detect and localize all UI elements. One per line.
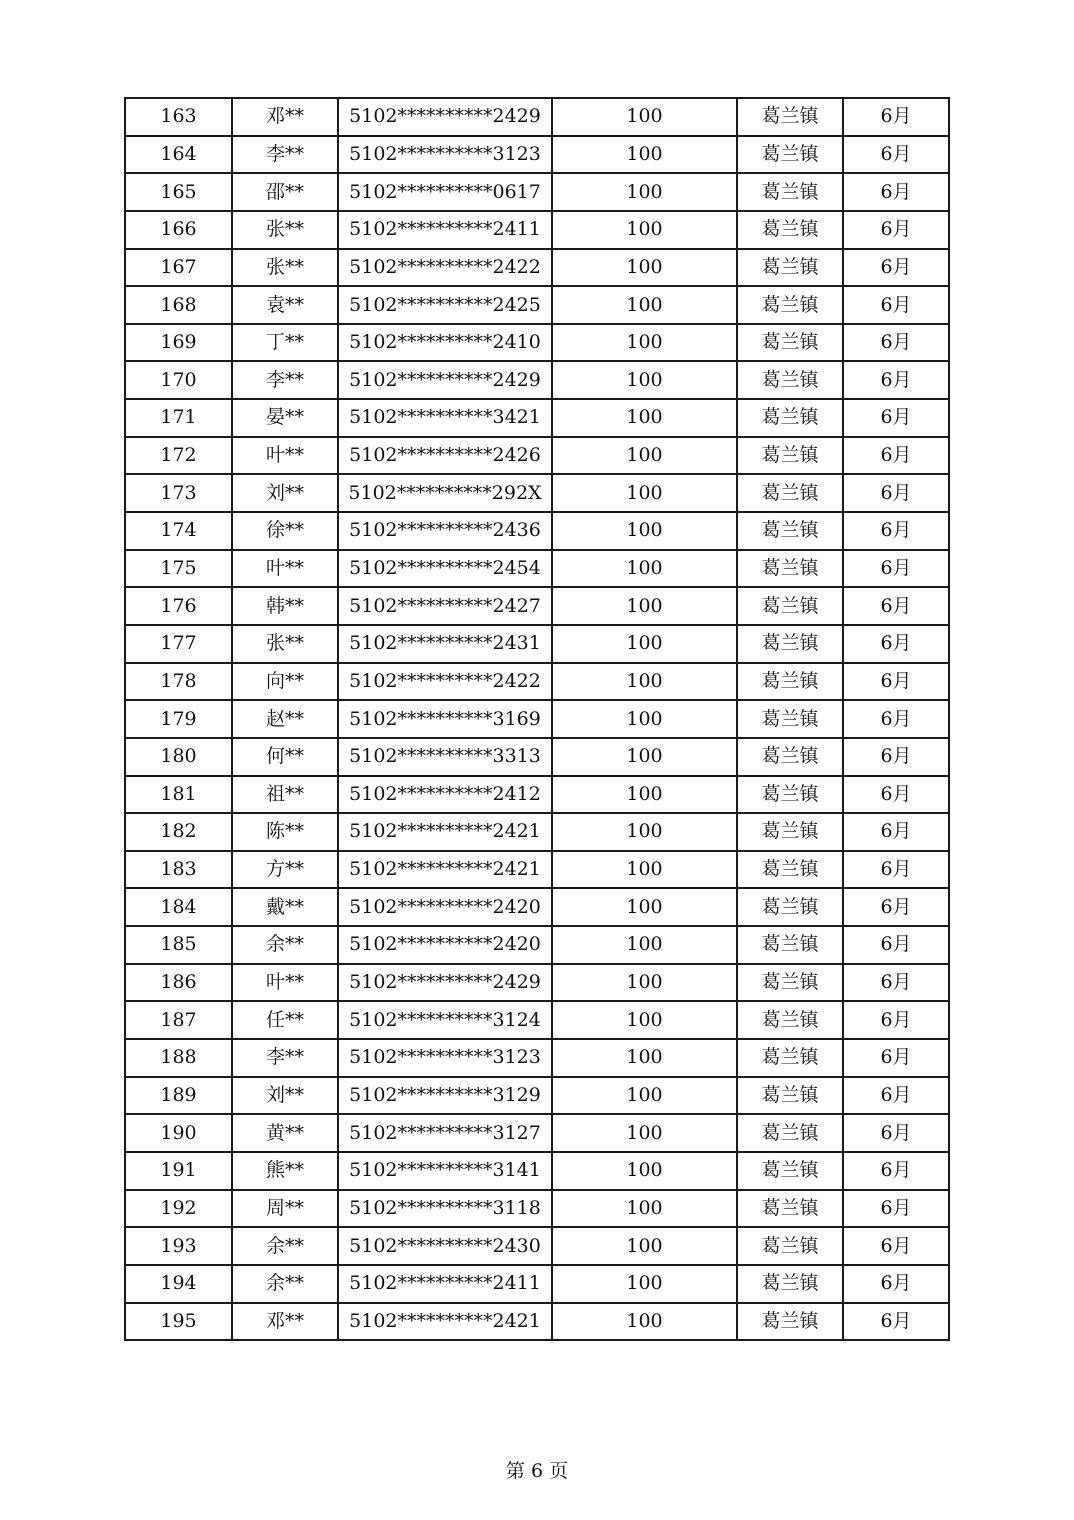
amount-cell: 100 <box>552 361 737 399</box>
name-cell: 赵** <box>232 700 338 738</box>
name-cell: 祖** <box>232 776 338 814</box>
table-row <box>125 136 949 174</box>
id-number-cell: 5102**********3123 <box>338 1039 552 1077</box>
name-cell: 徐** <box>232 512 338 550</box>
serial-number-cell: 171 <box>125 399 232 437</box>
name-cell: 向** <box>232 663 338 701</box>
table-row <box>125 851 949 889</box>
amount-cell: 100 <box>552 1152 737 1190</box>
serial-number-cell: 177 <box>125 625 232 663</box>
town-cell: 葛兰镇 <box>737 663 843 701</box>
month-cell: 6月 <box>843 663 949 701</box>
id-number-cell: 5102**********3421 <box>338 399 552 437</box>
town-cell: 葛兰镇 <box>737 1039 843 1077</box>
town-cell: 葛兰镇 <box>737 1303 843 1341</box>
id-number-cell: 5102**********3118 <box>338 1190 552 1228</box>
id-number-cell: 5102**********3123 <box>338 136 552 174</box>
serial-number-cell: 181 <box>125 776 232 814</box>
town-cell: 葛兰镇 <box>737 249 843 287</box>
town-cell: 葛兰镇 <box>737 512 843 550</box>
serial-number-cell: 172 <box>125 437 232 475</box>
amount-cell: 100 <box>552 964 737 1002</box>
amount-cell: 100 <box>552 813 737 851</box>
table-row <box>125 663 949 701</box>
id-number-cell: 5102**********3129 <box>338 1077 552 1115</box>
id-number-cell: 5102**********3124 <box>338 1001 552 1039</box>
serial-number-cell: 189 <box>125 1077 232 1115</box>
name-cell: 余** <box>232 1265 338 1303</box>
table-row <box>125 361 949 399</box>
town-cell: 葛兰镇 <box>737 286 843 324</box>
id-number-cell: 5102**********2425 <box>338 286 552 324</box>
town-cell: 葛兰镇 <box>737 813 843 851</box>
name-cell: 周** <box>232 1190 338 1228</box>
amount-cell: 100 <box>552 1001 737 1039</box>
serial-number-cell: 195 <box>125 1303 232 1341</box>
table-row <box>125 437 949 475</box>
town-cell: 葛兰镇 <box>737 888 843 926</box>
amount-cell: 100 <box>552 1265 737 1303</box>
id-number-cell: 5102**********3127 <box>338 1114 552 1152</box>
town-cell: 葛兰镇 <box>737 173 843 211</box>
town-cell: 葛兰镇 <box>737 926 843 964</box>
name-cell: 刘** <box>232 474 338 512</box>
month-cell: 6月 <box>843 851 949 889</box>
serial-number-cell: 187 <box>125 1001 232 1039</box>
table-row <box>125 1114 949 1152</box>
amount-cell: 100 <box>552 474 737 512</box>
table-row <box>125 98 949 136</box>
name-cell: 黄** <box>232 1114 338 1152</box>
table-row <box>125 888 949 926</box>
amount-cell: 100 <box>552 437 737 475</box>
table-row <box>125 926 949 964</box>
town-cell: 葛兰镇 <box>737 587 843 625</box>
table-row <box>125 286 949 324</box>
table-row <box>125 173 949 211</box>
town-cell: 葛兰镇 <box>737 136 843 174</box>
amount-cell: 100 <box>552 1303 737 1341</box>
amount-cell: 100 <box>552 211 737 249</box>
serial-number-cell: 167 <box>125 249 232 287</box>
town-cell: 葛兰镇 <box>737 399 843 437</box>
town-cell: 葛兰镇 <box>737 1227 843 1265</box>
town-cell: 葛兰镇 <box>737 211 843 249</box>
amount-cell: 100 <box>552 286 737 324</box>
amount-cell: 100 <box>552 324 737 362</box>
table-row <box>125 249 949 287</box>
id-number-cell: 5102**********2431 <box>338 625 552 663</box>
town-cell: 葛兰镇 <box>737 851 843 889</box>
id-number-cell: 5102**********2420 <box>338 926 552 964</box>
table-row <box>125 1227 949 1265</box>
serial-number-cell: 175 <box>125 550 232 588</box>
serial-number-cell: 193 <box>125 1227 232 1265</box>
name-cell: 邵** <box>232 173 338 211</box>
id-number-cell: 5102**********2429 <box>338 964 552 1002</box>
town-cell: 葛兰镇 <box>737 964 843 1002</box>
month-cell: 6月 <box>843 1001 949 1039</box>
amount-cell: 100 <box>552 399 737 437</box>
name-cell: 何** <box>232 738 338 776</box>
amount-cell: 100 <box>552 249 737 287</box>
serial-number-cell: 173 <box>125 474 232 512</box>
amount-cell: 100 <box>552 173 737 211</box>
amount-cell: 100 <box>552 1114 737 1152</box>
serial-number-cell: 163 <box>125 98 232 136</box>
amount-cell: 100 <box>552 550 737 588</box>
table-row <box>125 587 949 625</box>
id-number-cell: 5102**********2429 <box>338 361 552 399</box>
name-cell: 叶** <box>232 437 338 475</box>
table-row <box>125 738 949 776</box>
amount-cell: 100 <box>552 1227 737 1265</box>
table-row <box>125 474 949 512</box>
table-row <box>125 1077 949 1115</box>
amount-cell: 100 <box>552 700 737 738</box>
id-number-cell: 5102**********3169 <box>338 700 552 738</box>
month-cell: 6月 <box>843 964 949 1002</box>
serial-number-cell: 176 <box>125 587 232 625</box>
month-cell: 6月 <box>843 361 949 399</box>
amount-cell: 100 <box>552 851 737 889</box>
name-cell: 叶** <box>232 550 338 588</box>
month-cell: 6月 <box>843 926 949 964</box>
town-cell: 葛兰镇 <box>737 98 843 136</box>
name-cell: 任** <box>232 1001 338 1039</box>
name-cell: 熊** <box>232 1152 338 1190</box>
amount-cell: 100 <box>552 776 737 814</box>
month-cell: 6月 <box>843 587 949 625</box>
month-cell: 6月 <box>843 512 949 550</box>
name-cell: 袁** <box>232 286 338 324</box>
serial-number-cell: 185 <box>125 926 232 964</box>
month-cell: 6月 <box>843 1077 949 1115</box>
id-number-cell: 5102**********2426 <box>338 437 552 475</box>
amount-cell: 100 <box>552 587 737 625</box>
name-cell: 丁** <box>232 324 338 362</box>
month-cell: 6月 <box>843 1190 949 1228</box>
town-cell: 葛兰镇 <box>737 1001 843 1039</box>
month-cell: 6月 <box>843 1303 949 1341</box>
id-number-cell: 5102**********3141 <box>338 1152 552 1190</box>
id-number-cell: 5102**********2430 <box>338 1227 552 1265</box>
table-row <box>125 550 949 588</box>
serial-number-cell: 182 <box>125 813 232 851</box>
month-cell: 6月 <box>843 286 949 324</box>
serial-number-cell: 186 <box>125 964 232 1002</box>
table-row <box>125 1152 949 1190</box>
name-cell: 叶** <box>232 964 338 1002</box>
name-cell: 李** <box>232 136 338 174</box>
table-row <box>125 399 949 437</box>
amount-cell: 100 <box>552 926 737 964</box>
table-row <box>125 776 949 814</box>
id-number-cell: 5102**********2436 <box>338 512 552 550</box>
id-number-cell: 5102**********2420 <box>338 888 552 926</box>
serial-number-cell: 179 <box>125 700 232 738</box>
month-cell: 6月 <box>843 888 949 926</box>
name-cell: 晏** <box>232 399 338 437</box>
month-cell: 6月 <box>843 813 949 851</box>
table-row <box>125 1303 949 1341</box>
month-cell: 6月 <box>843 625 949 663</box>
town-cell: 葛兰镇 <box>737 776 843 814</box>
month-cell: 6月 <box>843 1039 949 1077</box>
amount-cell: 100 <box>552 1190 737 1228</box>
month-cell: 6月 <box>843 136 949 174</box>
amount-cell: 100 <box>552 136 737 174</box>
id-number-cell: 5102**********0617 <box>338 173 552 211</box>
month-cell: 6月 <box>843 1265 949 1303</box>
id-number-cell: 5102**********292X <box>338 474 552 512</box>
month-cell: 6月 <box>843 550 949 588</box>
name-cell: 余** <box>232 926 338 964</box>
serial-number-cell: 169 <box>125 324 232 362</box>
amount-cell: 100 <box>552 625 737 663</box>
table-row <box>125 1001 949 1039</box>
month-cell: 6月 <box>843 249 949 287</box>
month-cell: 6月 <box>843 776 949 814</box>
town-cell: 葛兰镇 <box>737 324 843 362</box>
month-cell: 6月 <box>843 211 949 249</box>
table-row <box>125 625 949 663</box>
table-row <box>125 813 949 851</box>
month-cell: 6月 <box>843 98 949 136</box>
id-number-cell: 5102**********2422 <box>338 663 552 701</box>
id-number-cell: 5102**********2427 <box>338 587 552 625</box>
table-row <box>125 964 949 1002</box>
id-number-cell: 5102**********2422 <box>338 249 552 287</box>
month-cell: 6月 <box>843 700 949 738</box>
month-cell: 6月 <box>843 173 949 211</box>
id-number-cell: 5102**********2411 <box>338 211 552 249</box>
town-cell: 葛兰镇 <box>737 1265 843 1303</box>
table-row <box>125 211 949 249</box>
serial-number-cell: 170 <box>125 361 232 399</box>
name-cell: 张** <box>232 211 338 249</box>
month-cell: 6月 <box>843 1114 949 1152</box>
id-number-cell: 5102**********2421 <box>338 813 552 851</box>
month-cell: 6月 <box>843 399 949 437</box>
id-number-cell: 5102**********2429 <box>338 98 552 136</box>
month-cell: 6月 <box>843 1227 949 1265</box>
town-cell: 葛兰镇 <box>737 1077 843 1115</box>
month-cell: 6月 <box>843 324 949 362</box>
serial-number-cell: 184 <box>125 888 232 926</box>
town-cell: 葛兰镇 <box>737 700 843 738</box>
serial-number-cell: 166 <box>125 211 232 249</box>
name-cell: 邓** <box>232 98 338 136</box>
serial-number-cell: 191 <box>125 1152 232 1190</box>
table-row <box>125 1265 949 1303</box>
town-cell: 葛兰镇 <box>737 1114 843 1152</box>
name-cell: 张** <box>232 249 338 287</box>
name-cell: 韩** <box>232 587 338 625</box>
name-cell: 李** <box>232 1039 338 1077</box>
serial-number-cell: 192 <box>125 1190 232 1228</box>
name-cell: 戴** <box>232 888 338 926</box>
amount-cell: 100 <box>552 738 737 776</box>
town-cell: 葛兰镇 <box>737 361 843 399</box>
serial-number-cell: 188 <box>125 1039 232 1077</box>
amount-cell: 100 <box>552 888 737 926</box>
serial-number-cell: 178 <box>125 663 232 701</box>
id-number-cell: 5102**********2410 <box>338 324 552 362</box>
table-row <box>125 1039 949 1077</box>
town-cell: 葛兰镇 <box>737 550 843 588</box>
page-number: 第 6 页 <box>505 1460 569 1482</box>
serial-number-cell: 174 <box>125 512 232 550</box>
serial-number-cell: 183 <box>125 851 232 889</box>
month-cell: 6月 <box>843 474 949 512</box>
name-cell: 陈** <box>232 813 338 851</box>
town-cell: 葛兰镇 <box>737 437 843 475</box>
serial-number-cell: 194 <box>125 1265 232 1303</box>
id-number-cell: 5102**********2412 <box>338 776 552 814</box>
id-number-cell: 5102**********2421 <box>338 851 552 889</box>
serial-number-cell: 168 <box>125 286 232 324</box>
roster-body <box>125 98 949 1340</box>
name-cell: 余** <box>232 1227 338 1265</box>
name-cell: 张** <box>232 625 338 663</box>
town-cell: 葛兰镇 <box>737 625 843 663</box>
month-cell: 6月 <box>843 1152 949 1190</box>
town-cell: 葛兰镇 <box>737 474 843 512</box>
amount-cell: 100 <box>552 663 737 701</box>
serial-number-cell: 165 <box>125 173 232 211</box>
town-cell: 葛兰镇 <box>737 1152 843 1190</box>
serial-number-cell: 180 <box>125 738 232 776</box>
name-cell: 李** <box>232 361 338 399</box>
id-number-cell: 5102**********2454 <box>338 550 552 588</box>
amount-cell: 100 <box>552 512 737 550</box>
amount-cell: 100 <box>552 98 737 136</box>
serial-number-cell: 164 <box>125 136 232 174</box>
id-number-cell: 5102**********2421 <box>338 1303 552 1341</box>
table-row <box>125 700 949 738</box>
name-cell: 邓** <box>232 1303 338 1341</box>
month-cell: 6月 <box>843 437 949 475</box>
month-cell: 6月 <box>843 738 949 776</box>
name-cell: 方** <box>232 851 338 889</box>
table-row <box>125 1190 949 1228</box>
serial-number-cell: 190 <box>125 1114 232 1152</box>
table-row <box>125 324 949 362</box>
amount-cell: 100 <box>552 1077 737 1115</box>
id-number-cell: 5102**********3313 <box>338 738 552 776</box>
town-cell: 葛兰镇 <box>737 1190 843 1228</box>
id-number-cell: 5102**********2411 <box>338 1265 552 1303</box>
table-row <box>125 512 949 550</box>
amount-cell: 100 <box>552 1039 737 1077</box>
town-cell: 葛兰镇 <box>737 738 843 776</box>
subsidy-roster-table <box>124 97 950 1341</box>
name-cell: 刘** <box>232 1077 338 1115</box>
